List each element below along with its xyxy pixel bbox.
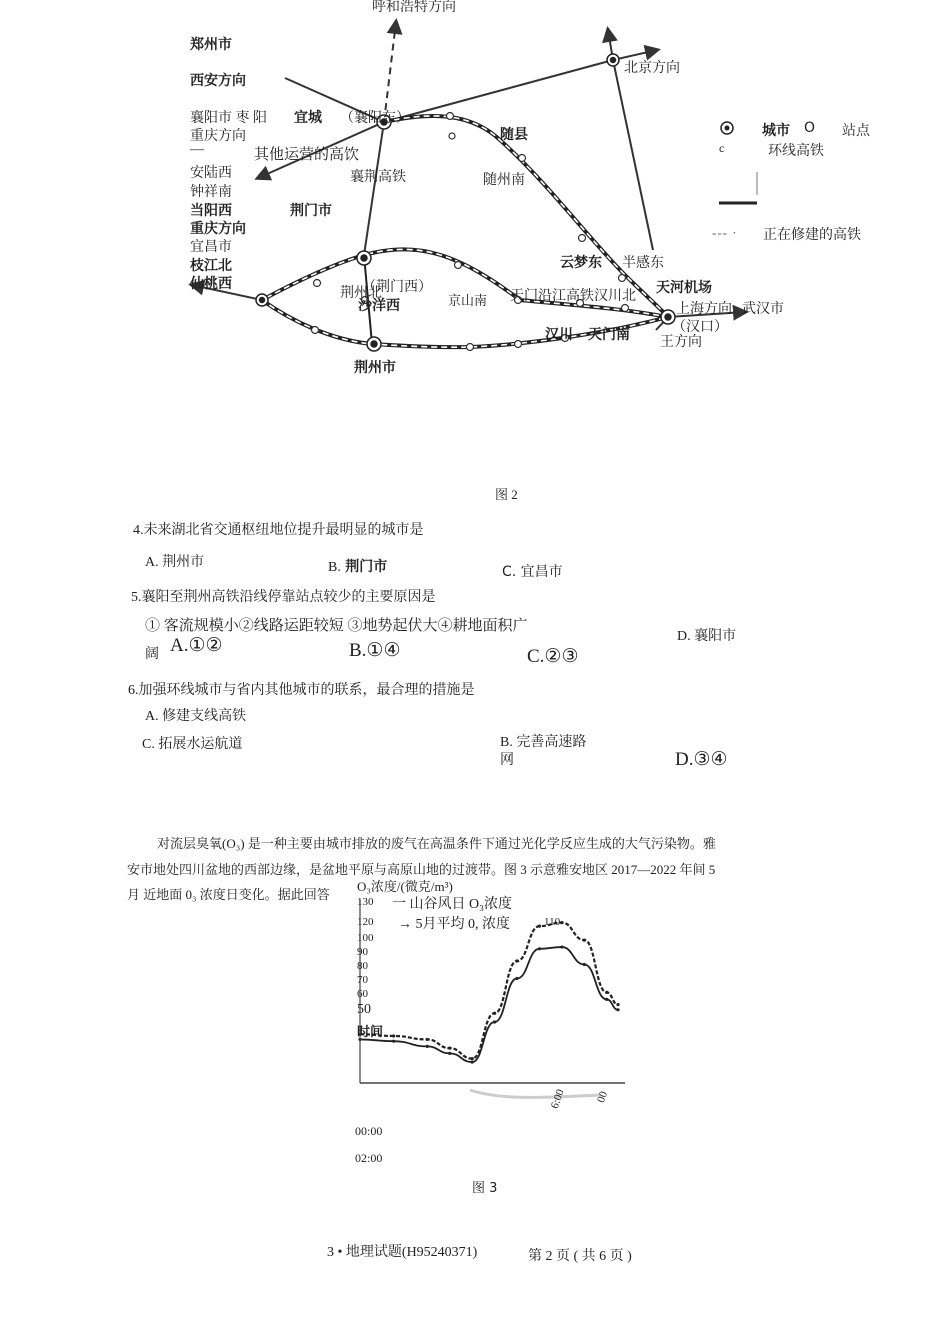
label-dangyang: 当阳西 (190, 203, 232, 219)
chart-time-label: 时间 (357, 1025, 384, 1040)
q6-option-b-tail: 网 (500, 753, 514, 768)
label-chongqing-2: 重庆方向 (190, 221, 246, 237)
legend-city-label: 城市 (762, 123, 790, 139)
series-1-point-2 (426, 1045, 429, 1048)
passage-line-2: 安市地处四川盆地的西部边缘，是盆地平原与高原山地的过渡带。图 3 示意雅安地区 2017—2022 年间 5 (127, 862, 716, 877)
ytick-60: 60 (357, 988, 368, 1000)
passage-line-3: 月 近地面 0₃ 浓度日变化。据此回答 (127, 887, 330, 902)
ytick-80: 80 (357, 960, 368, 972)
label-xiangyang-row: 襄阳市 枣 阳 (190, 111, 267, 126)
legend-ring-label: 环线高铁 (768, 144, 824, 159)
label-beijing: 北京方向 (624, 61, 680, 76)
q5-option-d: D. 襄阳市 (677, 629, 737, 644)
chart-legend-1: 一 山谷风日 O₃浓度 (392, 897, 512, 912)
series-1-point-8 (560, 945, 563, 948)
xtick-a: 6:00 (548, 1087, 567, 1111)
xtick-0000: 00:00 (355, 1124, 383, 1138)
label-shanghai: 上海方向 (676, 302, 732, 317)
label-other-dir: 王方向 (660, 335, 702, 350)
label-suizhou: 随州南 (483, 173, 525, 188)
label-dash: — (190, 142, 204, 157)
q4-stem: 4.未来湖北省交通枢纽地位提升最明显的城市是 (133, 523, 424, 538)
q5-options-line: ① 客流规模小②线路运距较短 ③地势起伏大④耕地面积广 (145, 618, 528, 634)
chart-label-110: 110 (544, 916, 561, 928)
label-jingzhou-north: 荆州北 (340, 286, 382, 301)
footer-page: 第 2 页 ( 共 6 页 ) (528, 1249, 632, 1264)
ytick-50: 50 (357, 1002, 371, 1017)
ytick-90: 90 (357, 946, 368, 958)
label-jingmen-city: 荆门市 (290, 203, 332, 219)
q6-option-b: B. 完善高速路 (500, 735, 587, 750)
series-1-point-11 (616, 1008, 619, 1011)
series-1-point-10 (605, 998, 608, 1001)
chart-legend-2: → 5月平均 0, 浓度 (398, 917, 510, 932)
label-xiangjing: 襄荆高铁 (350, 170, 406, 185)
label-zhengzhou: 郑州市 (190, 37, 232, 53)
q5-options-tail: 阔 (145, 647, 159, 662)
chart-ylabel: O₃浓度/(微克/m³) (357, 879, 453, 894)
ytick-70: 70 (357, 974, 368, 986)
ytick-120: 120 (357, 916, 374, 928)
label-jingshan: 京山南 (448, 293, 488, 308)
legend-dash-symbol: --- · (712, 225, 738, 240)
legend-station-label: 站点 (842, 124, 870, 139)
label-riverline: 天门沿江高铁汉川北 (510, 289, 636, 304)
q5-stem: 5.襄阳至荆州高铁沿线停靠站点较少的主要原因是 (131, 590, 436, 605)
label-yicheng: 宜城 (294, 110, 322, 126)
label-hohhot: 呼和浩特方向 (372, 0, 456, 15)
label-jingmen-west: （荆门西） (362, 280, 432, 295)
series-1-point-1 (392, 1040, 395, 1043)
q6-option-d: D.③④ (675, 749, 728, 770)
series-0-point-8 (560, 921, 563, 924)
label-tianmen-south: 天门南 (588, 327, 630, 343)
legend-o-label: O (804, 120, 816, 136)
series-0-point-9 (583, 938, 586, 941)
q5-option-a: A.①② (170, 635, 223, 656)
legend-c-label: c (719, 141, 725, 155)
series-0-point-6 (515, 959, 518, 962)
figure-2-caption: 图 2 (495, 487, 518, 502)
footer-left: 3 • 地理试题(H95240371) (327, 1245, 478, 1260)
q4-option-a: A. 荆州市 (145, 555, 205, 570)
legend-build-label: 正在修建的高铁 (763, 228, 861, 243)
q5-option-c: C.②③ (527, 646, 579, 667)
q4-option-c: C. 宜昌市 (502, 564, 563, 580)
series-0-point-5 (493, 1012, 496, 1015)
label-jingzhou-city: 荆州市 (354, 360, 396, 376)
q6-option-c: C. 拓展水运航道 (142, 737, 243, 752)
figure-3-caption: 图 3 (472, 1181, 498, 1196)
series-0-point-10 (605, 991, 608, 994)
xtick-0200: 02:00 (355, 1151, 383, 1165)
series-1-point-4 (471, 1060, 474, 1063)
label-shayang: 沙洋西 (358, 298, 400, 314)
label-chongqing-1: 重庆方向 (190, 129, 246, 144)
series-1-point-7 (538, 947, 541, 950)
q4-option-b: B. 荆门市 (328, 559, 388, 575)
q6-stem: 6.加强环线城市与省内其他城市的联系，最合理的措施是 (128, 683, 475, 698)
passage-line-1: 对流层臭氧(O₃) 是一种主要由城市排放的废气在高温条件下通过光化学反应生成的大气污染物。雅 (157, 836, 716, 851)
series-0-point-11 (616, 1003, 619, 1006)
series-1-point-5 (493, 1020, 496, 1023)
series-line-0 (360, 923, 618, 1059)
label-zhijiang: 枝江北 (190, 258, 232, 274)
label-other-hsr: 其他运营的高饮 (254, 147, 360, 163)
series-line-1 (360, 947, 618, 1062)
label-tianhe: 天河机场 (656, 280, 712, 296)
q5-option-b: B.①④ (349, 640, 401, 661)
ytick-100: 100 (357, 932, 374, 944)
series-1-point-9 (583, 963, 586, 966)
label-suixian: 随县 (500, 127, 528, 143)
label-zhongxiang: 钟祥南 (190, 185, 232, 200)
label-yunmeng: 云梦东 (560, 255, 602, 271)
label-xiangyang-east: （襄阳东） (340, 111, 410, 126)
series-0-point-4 (471, 1057, 474, 1060)
series-0-point-2 (426, 1038, 429, 1041)
label-yichang: 宜昌市 (190, 240, 232, 255)
axis-smudge (470, 1090, 600, 1097)
series-1-point-6 (515, 977, 518, 980)
series-0-point-1 (392, 1034, 395, 1037)
label-hankou: （汉口） (672, 320, 728, 335)
label-wuhan: 武汉市 (742, 302, 784, 317)
series-0-point-3 (448, 1047, 451, 1050)
q6-option-a: A. 修建支线高铁 (145, 709, 247, 724)
label-xiaogan: 半感东 (622, 256, 664, 271)
label-hanchuan: 汉川 (545, 327, 573, 343)
label-xian: 西安方向 (190, 73, 246, 89)
ytick-130: 130 (357, 896, 374, 908)
label-xiantao: 仙桃西 (190, 276, 232, 292)
label-anlu: 安陆西 (190, 166, 232, 181)
series-0-point-7 (538, 925, 541, 928)
series-1-point-3 (448, 1052, 451, 1055)
xtick-b: 00 (594, 1089, 611, 1105)
